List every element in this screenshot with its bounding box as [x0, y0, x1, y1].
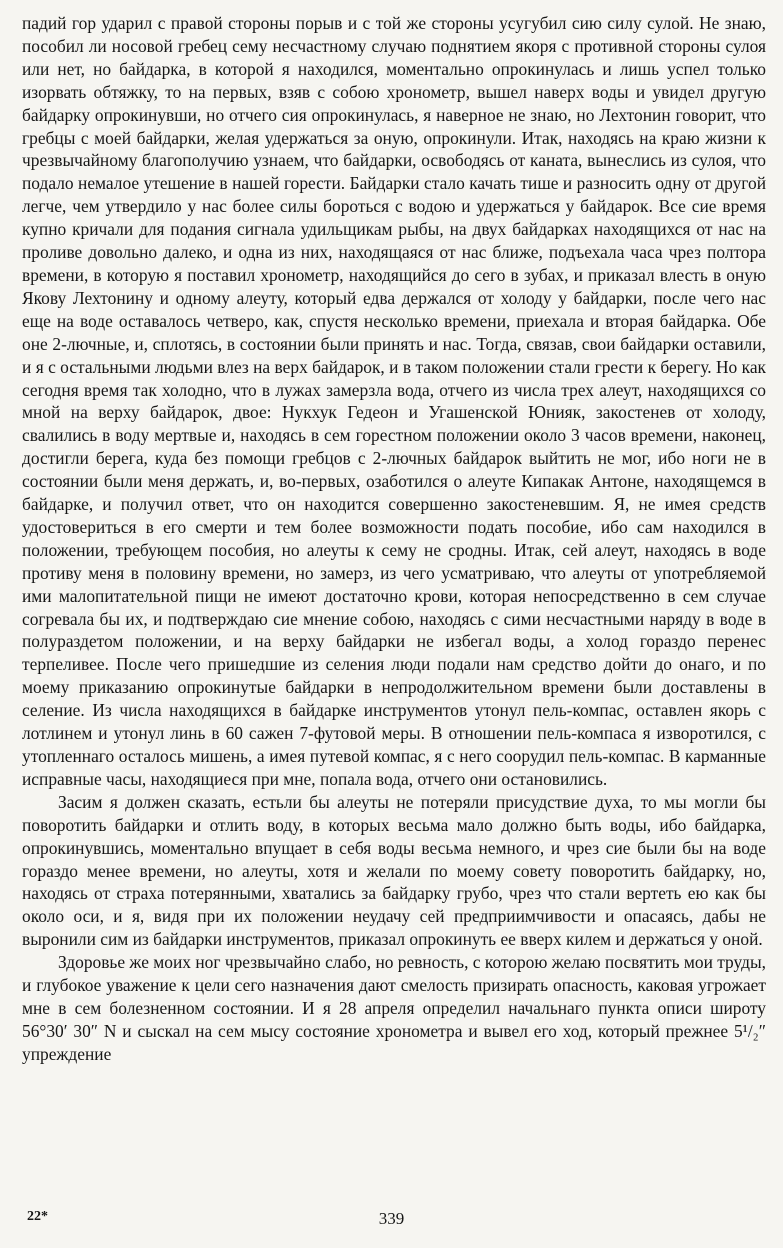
page-footer	[0, 1209, 783, 1233]
paragraph-3: Здоровье же моих ног чрезвычайно слабо, но ревность, с которою желаю посвятить мои труды, и глубокое уважение к цели сего назначения дают смелость призирать опасность, каковая угрожает мне в сем болезненном состоянии. И я 28 апреля определил начальнаго пункта описи широту 56°30′ 30″ N и сыскал на сем мысу состояние хронометра и вывел его ход, который прежнее 5¹/₂″ упреждение	[22, 952, 766, 1064]
signature-mark: 22*	[27, 1209, 48, 1224]
page-number: 339	[378, 1209, 405, 1228]
paragraph-1: падий гор ударил с правой стороны порыв и с той же стороны усугубил сию силу сулой. Не знаю, пособил ли носовой гребец сему несчастному случаю поднятием якоря с противной стороны сулоя или нет, но байдарка, в которой я находился, моментально опрокинулась и лишь успел только изорвать обтяжку, то на первых, взяв с собою хронометр, вышел наверх воды и увидел другую байдарку опрокинувши, но отчего сия опрокинулась, я наверное не знаю, но Лехтонин говорит, что гребцы с моей байдарки, желая удержаться за оную, опрокинули. Итак, находясь на краю жизни к чрезвычайному благополучию узнаем, что байдарки, освободясь от каната, вынеслись из сулоя, что подало немалое утешение в нашей горести. Байдарки стало качать тише и разносить одну от другой легче, чем утвердило у нас более силы бороться с водою и удержаться у байдарок. Все сие время купно кричали для подания сигнала удильщикам рыбы, на двух байдарках находящихся от нас на проливе довольно далеко, и одна из них, находящаяся от нас ближе, подъехала часа чрез полтора времени, в которую я поставил хронометр, находящийся до сего в зубах, и приказал влесть в оную Якову Лехтонину и одному алеуту, который едва держался от холоду у байдарки, после чего нас еще на воде оставалось четверо, как, спустя несколько времени, приехала и вторая байдарка. Обе оне 2-лючные, и, сплотясь, в состоянии были принять и нас. Тогда, связав, свои байдарки оставили, и я с остальными людьми влез на верх байдарок, и в таком положении стали грести к берегу. Но как сегодня время так холодно, что в лужах замерзла вода, отчего из числа трех алеут, находящихся со мной на верху байдарок, двое: Нукхук Гедеон и Угашенской Юнияк, закостенев от холоду, свалились в воду мертвые и, находясь в сем горестном положении около 3 часов времени, наконец, достигли берега, куда без помощи гребцов с 2-лючных байдарок выйтить не мог, ибо ноги не в состоянии были меня держать, и, во-первых, озаботился о алеуте Кипакак Антоне, находящемся в байдарке, и получил ответ, что он находится совершенно закостеневшим. Я, не имея средств удостовериться в его смерти и тем более возможности подать пособие, ибо сам находился в положении, требующем пособия, но алеуты к сему не сродны. Итак, сей алеут, находясь в воде противу меня в половину времени, но замерз, из чего усматриваю, что алеуты от употребляемой ими малопитательной пищи не имеют достаточно крови, которая непосредственно в сем случае согревала бы их, и подтверждаю сие мнение собою, находясь с сими несчастными наряду в воде в полураздетом положении, и на верху байдарки не избегал воды, а холод гораздо перенес терпеливее. После чего пришедшие из селения люди подали нам средство дойти до онаго, и по моему приказанию опрокинутые байдарки в непродолжительном времени были доставлены в селение. Из числа находящихся в байдарке инструментов утонул пель-компас, оставлен якорь с лотлинем и утонул линь в 60 сажен 7-футовой меры. В отношении пель-компаса я изворотился, с утопленнаго осталось мишень, а имея путевой компас, я с него соорудил пель-компас. В карманные исправные часы, находящиеся при мне, попала вода, отчего они остановились.	[22, 13, 766, 789]
page-text	[22, 12, 766, 1066]
paragraph-2: Засим я должен сказать, естьли бы алеуты не потеряли присудствие духа, то мы могли бы поворотить байдарки и отлить воду, в которых весьма мало должно быть воды, ибо байдарка, опрокинувшись, моментально впущает в себя воды весьма немного, и чрез сие были бы на воде гораздо менее времени, но алеуты, хотя и желали по моему совету поворотить байдарку, но, находясь от страха потерянными, хватались за байдарку грубо, чрез что стали вертеть ею как бы около оси, и я, видя при их положении неудачу сей предприимчивости и опасаясь, дабы не выронили сим из байдарки инструментов, приказал опрокинуть ее вверх килем и держаться у оной.	[22, 791, 766, 950]
